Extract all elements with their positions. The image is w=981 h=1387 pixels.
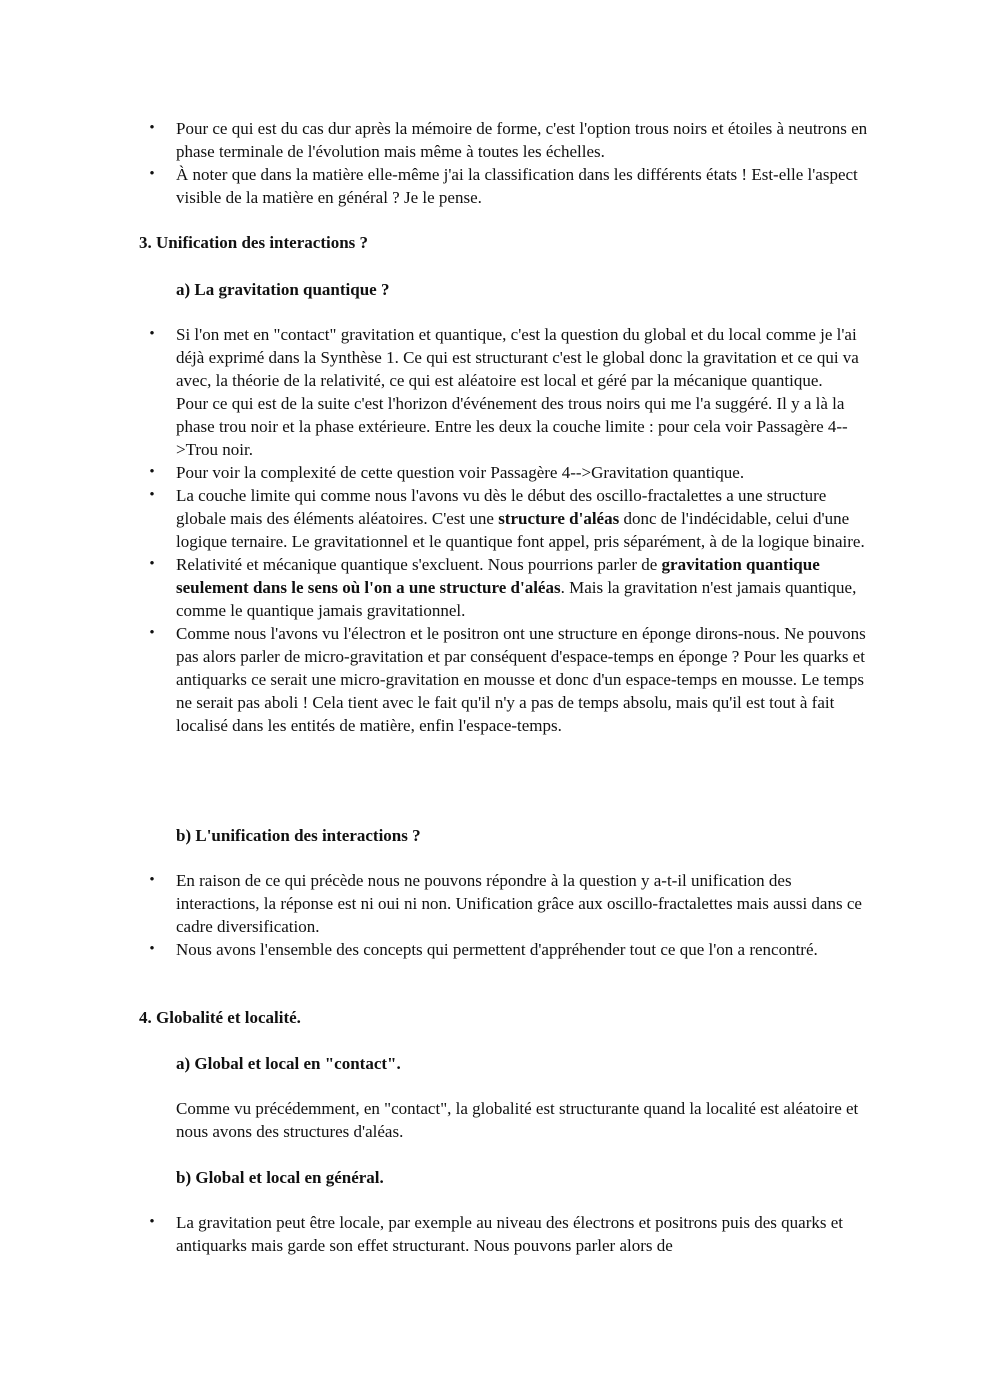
bullet-list-3b (149, 869, 876, 961)
list-item-text: Pour ce qui est du cas dur après la mémoire de forme, c'est l'option trous noirs et étoiles à neutrons en phase terminale de l'évolution mais même à toutes les échelles. (176, 119, 868, 161)
list-item-text: La gravitation peut être locale, par exemple au niveau des électrons et positrons puis des quarks et antiquarks mais garde son effet structurant. Nous pouvons parler alors de (176, 1213, 844, 1255)
bullet-list-3a (149, 323, 876, 737)
list-item (149, 484, 876, 553)
bullet-list-4b (149, 1211, 876, 1257)
bullet-icon: • (149, 872, 155, 888)
bullet-icon: • (149, 487, 155, 503)
bullet-icon: • (149, 120, 155, 136)
subsection-heading-3a: a) La gravitation quantique ? (176, 280, 390, 299)
bullet-icon: • (149, 625, 155, 641)
list-item (149, 938, 876, 961)
list-item-text: En raison de ce qui précède nous ne pouvons répondre à la question y a-t-il unification des interactions, la réponse est ni oui ni non. Unification grâce aux oscillo-fractalettes mais aussi dans ce cadre diversification. (176, 871, 862, 936)
subsection-heading-4b: b) Global et local en général. (176, 1168, 384, 1187)
list-item-continuation: Pour ce qui est de la suite c'est l'horizon d'événement des trous noirs qui me l'a suggéré. Il y a là la phase trou noir et la phase extérieure. Entre les deux la couche limite : pour cela voir Passagère 4-->Trou noir. (176, 394, 848, 459)
list-item-text: Nous avons l'ensemble des concepts qui permettent d'appréhender tout ce que l'on a rencontré. (176, 940, 818, 959)
list-item (149, 461, 876, 484)
list-item (149, 323, 876, 461)
bullet-icon: • (149, 166, 155, 182)
list-item (149, 622, 876, 737)
list-item-text: À noter que dans la matière elle-même j'ai la classification dans les différents états ! Est-elle l'aspect visible de la matière en général ? Je le pense. (176, 165, 858, 207)
list-item-text: Comme nous l'avons vu l'électron et le positron ont une structure en éponge dirons-nous. Ne pouvons pas alors parler de micro-gravitation et par conséquent d'espace-temps en éponge ? Pour les quarks et antiquarks ce serait une micro-gravitation en mousse et donc d'un espace-temps en mousse. Le temps ne serait pas aboli ! Cela tient avec le fait qu'il n'y a pas de temps absolu, mais qu'il est tout à fait localisé dans les entités de matière, enfin l'espace-temps. (176, 624, 866, 735)
section-heading-3: 3. Unification des interactions ? (139, 233, 369, 252)
bullet-icon: • (149, 556, 155, 572)
list-item (149, 869, 876, 938)
subsection-heading-3b: b) L'unification des interactions ? (176, 826, 421, 845)
list-item (149, 553, 876, 622)
list-item (149, 163, 876, 209)
list-item-text: donc de l'indécidable, celui d'une logique ternaire. Le gravitationnel et le quantique font appel, pris séparément, à de la logique binaire. (176, 509, 865, 551)
bullet-icon: • (149, 1214, 155, 1230)
list-item-text: Si l'on met en "contact" gravitation et quantique, c'est la question du global et du local comme je l'ai déjà exprimé dans la Synthèse 1. Ce qui est structurant c'est le global donc la gravitation et ce qui va avec, la théorie de la relativité, ce qui est aléatoire est local et géré par la mécanique quantique. (176, 325, 859, 390)
list-item (149, 117, 876, 163)
list-item-text: La couche limite qui comme nous l'avons vu dès le début des oscillo-fractalettes a une structure globale mais des éléments aléatoires. C'est une (176, 486, 827, 528)
bullet-icon: • (149, 941, 155, 957)
list-item-text: Pour voir la complexité de cette question voir Passagère 4-->Gravitation quantique. (176, 463, 745, 482)
emphasis-text: structure d'aléas (498, 509, 620, 528)
bullet-icon: • (149, 464, 155, 480)
bullet-icon: • (149, 326, 155, 342)
paragraph-4a: Comme vu précédemment, en "contact", la globalité est structurante quand la localité est aléatoire et nous avons des structures d'aléas. (176, 1099, 859, 1141)
subsection-heading-4a: a) Global et local en "contact". (176, 1054, 401, 1073)
list-item (149, 1211, 876, 1257)
bullet-list-intro (149, 117, 876, 209)
list-item-text: Relativité et mécanique quantique s'excluent. Nous pourrions parler de (176, 555, 662, 574)
section-heading-4: 4. Globalité et localité. (139, 1008, 301, 1027)
list-item-text: . Mais la gravitation n'est jamais quantique, comme le quantique jamais gravitationnel. (176, 578, 857, 620)
emphasis-text: gravitation quantique seulement dans le sens où l'on a une structure d'aléas (176, 555, 820, 597)
